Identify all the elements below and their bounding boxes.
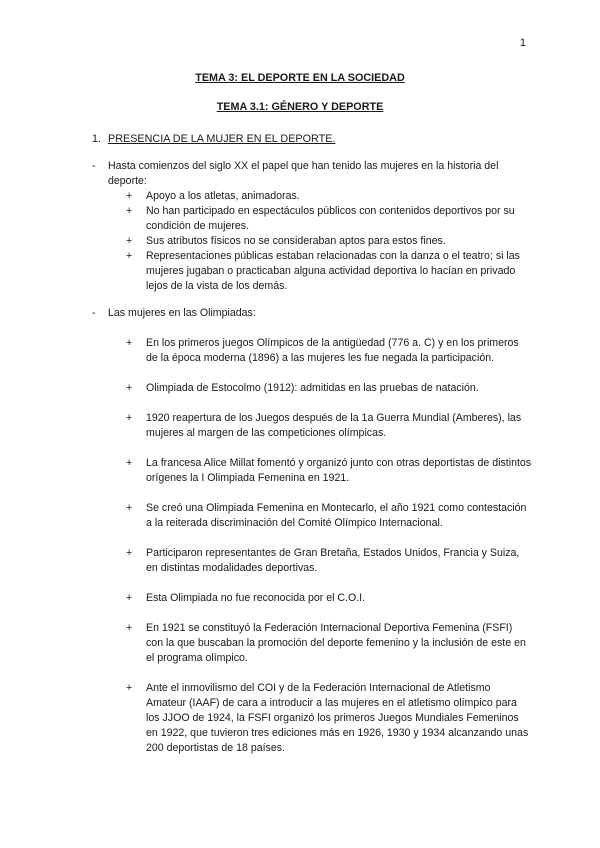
olympics-block (92, 306, 532, 756)
section-heading (92, 132, 335, 147)
document-title: TEMA 3: EL DEPORTE EN LA SOCIEDAD (195, 72, 405, 84)
list-item (92, 681, 532, 756)
dash-bullet: - (92, 160, 96, 172)
list-item (92, 546, 532, 576)
dash-bullet: - (92, 307, 96, 319)
plus-bullet: + (126, 622, 133, 634)
list-item (92, 381, 532, 396)
document-subtitle: TEMA 3.1: GÉNERO Y DEPORTE (216, 101, 384, 113)
list-item (92, 249, 532, 294)
plus-bullet: + (126, 547, 133, 559)
list-item-text: Apoyo a los atletas, animadoras. (146, 190, 300, 202)
plus-bullet: + (126, 190, 133, 202)
section-number: 1. (92, 133, 102, 145)
list-item (92, 411, 532, 441)
plus-bullet: + (126, 682, 133, 694)
list-item-text: No han participado en espectáculos públicos con contenidos deportivos por su condición de mujeres. (146, 205, 515, 232)
plus-bullet: + (126, 235, 133, 247)
list-item (92, 456, 532, 486)
olympics-list (92, 336, 532, 756)
plus-bullet: + (126, 457, 133, 469)
list-item (92, 234, 532, 249)
plus-bullet: + (126, 412, 133, 424)
list-item-text: 1920 reapertura de los Juegos después de la 1a Guerra Mundial (Amberes), las mujeres al margen de las competiciones olímpicas. (146, 412, 522, 439)
list-item-text: Esta Olimpiada no fue reconocida por el C.O.I. (146, 592, 366, 604)
list-item (92, 591, 532, 606)
list-item (92, 621, 532, 666)
history-intro-text: Hasta comienzos del siglo XX el papel que han tenido las mujeres en la historia del deporte: (108, 160, 499, 187)
plus-bullet: + (126, 250, 133, 262)
plus-bullet: + (126, 502, 133, 514)
list-item-text: En 1921 se constituyó la Federación Internacional Deportiva Femenina (FSFI) con la que buscaban la promoción del deporte femenino y la inclusión de este en el programa olímpico. (146, 622, 526, 664)
section-title: PRESENCIA DE LA MUJER EN EL DEPORTE. (108, 133, 336, 145)
history-list (92, 189, 532, 294)
list-item (92, 204, 532, 234)
history-intro (92, 159, 532, 189)
page-number: 1 (519, 37, 526, 49)
list-item-text: Representaciones públicas estaban relacionadas con la danza o el teatro; si las mujeres jugaban o practicaban alguna actividad deportiva lo hacían en privado lejos de la vista de los demás. (146, 250, 520, 292)
list-item-text: Ante el inmovilismo del COI y de la Federación Internacional de Atletismo Amateur (IAAF) de cara a introducir a las mujeres en el atletismo olímpico para los JJOO de 1924, la FSFI organizó los primeros Juegos Mundiales Femeninos en 1922, que tuvieron tres ediciones más en 1926, 1930 y 1934 alcanzando unas 200 deportistas de 18 países. (146, 682, 529, 754)
list-item-text: La francesa Alice Millat fomentó y organizó junto con otras deportistas de distintos orígenes la I Olimpiada Femenina en 1921. (146, 457, 532, 484)
plus-bullet: + (126, 382, 133, 394)
list-item (92, 189, 532, 204)
history-block (92, 159, 532, 294)
olympics-intro-text: Las mujeres en las Olimpiadas: (108, 307, 256, 319)
list-item-text: Participaron representantes de Gran Bretaña, Estados Unidos, Francia y Suiza, en distintas modalidades deportivas. (146, 547, 520, 574)
list-item-text: En los primeros juegos Olímpicos de la antigüedad (776 a. C) y en los primeros de la época moderna (1896) a las mujeres les fue negada la participación. (146, 337, 519, 364)
list-item-text: Sus atributos físicos no se consideraban aptos para estos fines. (146, 235, 446, 247)
list-item (92, 501, 532, 531)
plus-bullet: + (126, 337, 133, 349)
plus-bullet: + (126, 592, 133, 604)
plus-bullet: + (126, 205, 133, 217)
list-item (92, 336, 532, 366)
olympics-intro (92, 306, 532, 321)
list-item-text: Se creó una Olimpiada Femenina en Montecarlo, el año 1921 como contestación a la reiterada discriminación del Comité Olímpico Internacional. (146, 502, 527, 529)
list-item-text: Olimpiada de Estocolmo (1912): admitidas en las pruebas de natación. (146, 382, 479, 394)
